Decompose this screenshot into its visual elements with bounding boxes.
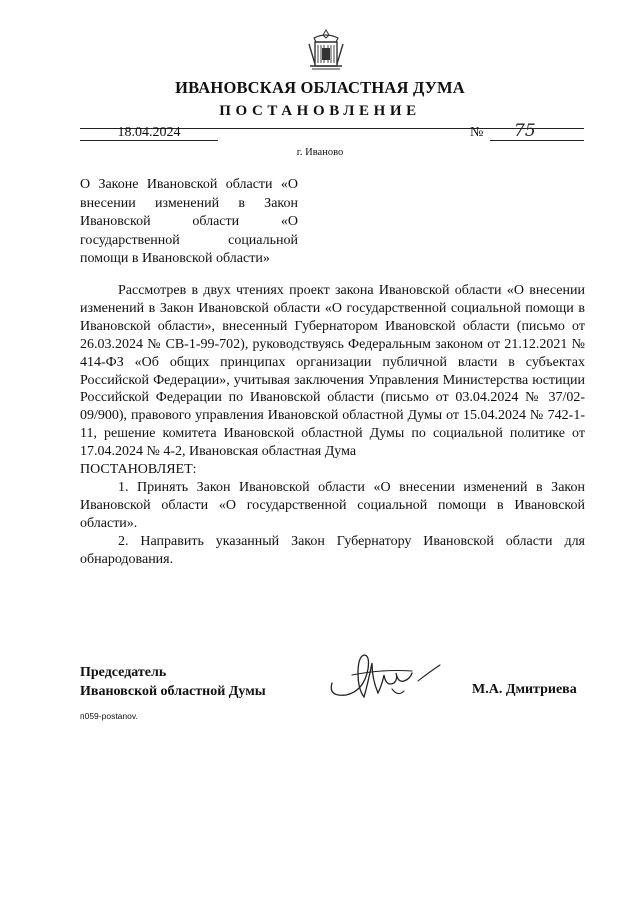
document-body xyxy=(80,282,585,569)
number-underline xyxy=(490,140,584,141)
file-code: п059-postanov. xyxy=(80,711,138,721)
document-type: ПОСТАНОВЛЕНИЕ xyxy=(219,103,421,119)
date-underline xyxy=(80,140,218,141)
resolution-item-1: 1. Принять Закон Ивановской области «О внесении изменений в Закон Ивановской области «О государственной социальной помощи в Ивановской области». xyxy=(80,479,585,531)
resolves-heading: ПОСТАНОВЛЯЕТ: xyxy=(80,462,197,478)
city: г. Иваново xyxy=(296,147,344,158)
document-number: 75 xyxy=(514,121,536,141)
resolution-item-2: 2. Направить указанный Закон Губернатору Ивановской области для обнародования. xyxy=(80,533,585,567)
signer-name: М.А. Дмитриева xyxy=(472,682,577,697)
signer-title-line-2: Ивановской областной Думы xyxy=(80,684,266,699)
organization-title: ИВАНОВСКАЯ ОБЛАСТНАЯ ДУМА xyxy=(175,78,465,97)
signer-title xyxy=(80,663,266,701)
coat-of-arms-emblem xyxy=(306,28,346,72)
document-subject: О Законе Ивановской области «О внесении изменений в Закон Ивановской области «О государственной социальной помощи в Ивановской области» xyxy=(80,177,298,266)
signer-title-line-1: Председатель xyxy=(80,665,167,680)
number-label: № xyxy=(470,125,484,140)
document-date: 18.04.2024 xyxy=(117,125,181,140)
preamble-paragraph: Рассмотрев в двух чтениях проект закона Ивановской области «О внесении изменений в Закон Ивановской области «О государственной социальной помощи в Ивановской области», внесенный Губернатором Ивановской области (письмо от 26.03.2024 № СВ-1-99-702), руководствуясь Федеральным законом от 21.12.2021 № 414-ФЗ «Об общих принципах организации публичной власти в субъектах Российской Федерации», учитывая заключения Управления Министерства юстиции Российской Федерации по Ивановской области (письмо от 03.04.2024 № 37/02-09/900), правового управления Ивановской областной Думы от 15.04.2024 № 742-1-11, решение комитета Ивановской областной Думы по социальной политике от 17.04.2024 № 4-2, Ивановская областная Дума xyxy=(80,283,585,460)
handwritten-signature xyxy=(322,645,444,707)
